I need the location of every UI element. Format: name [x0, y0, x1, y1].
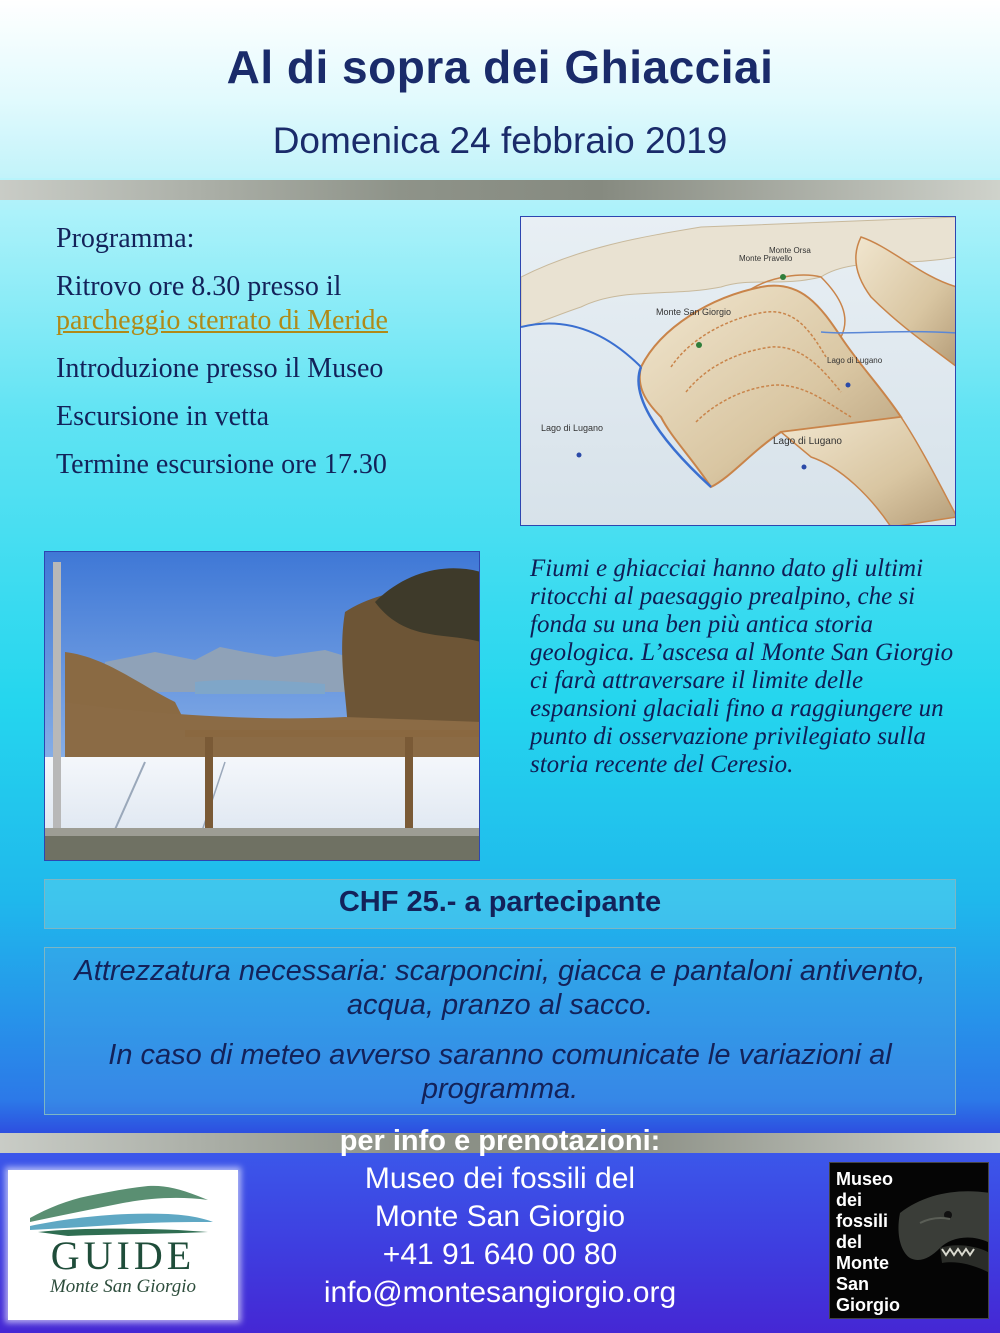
lake-marker-icon	[846, 383, 851, 388]
top-divider-bar	[0, 180, 1000, 200]
program-item-end: Termine escursione ore 17.30	[56, 449, 387, 480]
terrain-map-image	[520, 216, 956, 526]
description-text: Fiumi e ghiacciai hanno dato gli ultimi ritocchi al paesaggio prealpino, che si fonda su una ben più antica storia geologica. L’ascesa al Monte San Giorgio ci farà attraversare il limite delle espansioni glaciali fino a raggiungere un punto di osservazione privilegiato sulla storia recente del Ceresio.	[530, 555, 954, 778]
map-label-monte-pravello: Monte Pravello	[739, 254, 793, 263]
program-item-intro: Introduzione presso il Museo	[56, 353, 384, 384]
museum-logo-line: Monte	[836, 1253, 889, 1273]
program-meeting	[56, 270, 496, 338]
museum-logo-line: del	[836, 1232, 863, 1252]
price-banner: CHF 25.- a partecipante	[44, 879, 956, 929]
pravello-marker-icon	[780, 274, 786, 280]
museum-logo-line: Giorgio	[836, 1295, 900, 1315]
map-label-monte-san-giorgio: Monte San Giorgio	[656, 307, 732, 317]
program-heading: Programma:	[56, 223, 195, 254]
program-meeting-text: Ritrovo ore 8.30 presso il	[56, 271, 342, 302]
terrain-map-graphic	[521, 217, 956, 526]
map-label-lago-1: Lago di Lugano	[827, 356, 883, 365]
contact-org-line1: Museo dei fossili del	[364, 1162, 636, 1195]
museum-logo-line: San	[836, 1274, 870, 1294]
museum-logo-text	[836, 1169, 926, 1316]
museum-logo-line: dei	[836, 1190, 863, 1210]
museum-logo-line: fossili	[836, 1211, 889, 1231]
museum-logo-line: Museo	[836, 1169, 894, 1189]
equipment-box	[44, 947, 956, 1115]
contact-phone[interactable]: +41 91 640 00 80	[382, 1238, 618, 1271]
program-section	[56, 222, 496, 496]
weather-notice: In caso di meteo avverso saranno comunicate le variazioni al programma.	[108, 1039, 892, 1105]
guide-logo-word: GUIDE	[50, 1233, 196, 1278]
event-date: Domenica 24 febbraio 2019	[272, 120, 728, 161]
museum-logo	[829, 1162, 989, 1319]
map-label-lago-2: Lago di Lugano	[541, 423, 604, 433]
map-label-lago-3: Lago di Lugano	[773, 436, 842, 447]
lake-marker-icon	[577, 453, 582, 458]
program-item-hike: Escursione in vetta	[56, 401, 270, 432]
contact-heading: per info e prenotazioni:	[339, 1125, 661, 1157]
header-band	[0, 0, 1000, 178]
guide-logo-subtitle: Monte San Giorgio	[49, 1276, 196, 1297]
guide-logo	[8, 1170, 238, 1320]
contact-email[interactable]: info@montesangiorgio.org	[323, 1276, 677, 1309]
landscape-photo-graphic	[45, 552, 480, 861]
page-title: Al di sopra dei Ghiacciai	[226, 41, 774, 93]
lake-marker-icon	[802, 465, 807, 470]
parking-link[interactable]: parcheggio sterrato di Meride	[56, 305, 388, 336]
contact-block	[250, 1122, 750, 1312]
guide-mountain-icon	[8, 1170, 238, 1240]
equipment-text: Attrezzatura necessaria: scarponcini, giacca e pantaloni antivento, acqua, pranzo al sacco.	[74, 955, 926, 1021]
summit-marker-icon	[696, 342, 702, 348]
contact-org-line2: Monte San Giorgio	[374, 1200, 626, 1233]
map-label-monte-orsa: Monte Orsa	[769, 246, 811, 255]
landscape-photo	[44, 551, 480, 861]
